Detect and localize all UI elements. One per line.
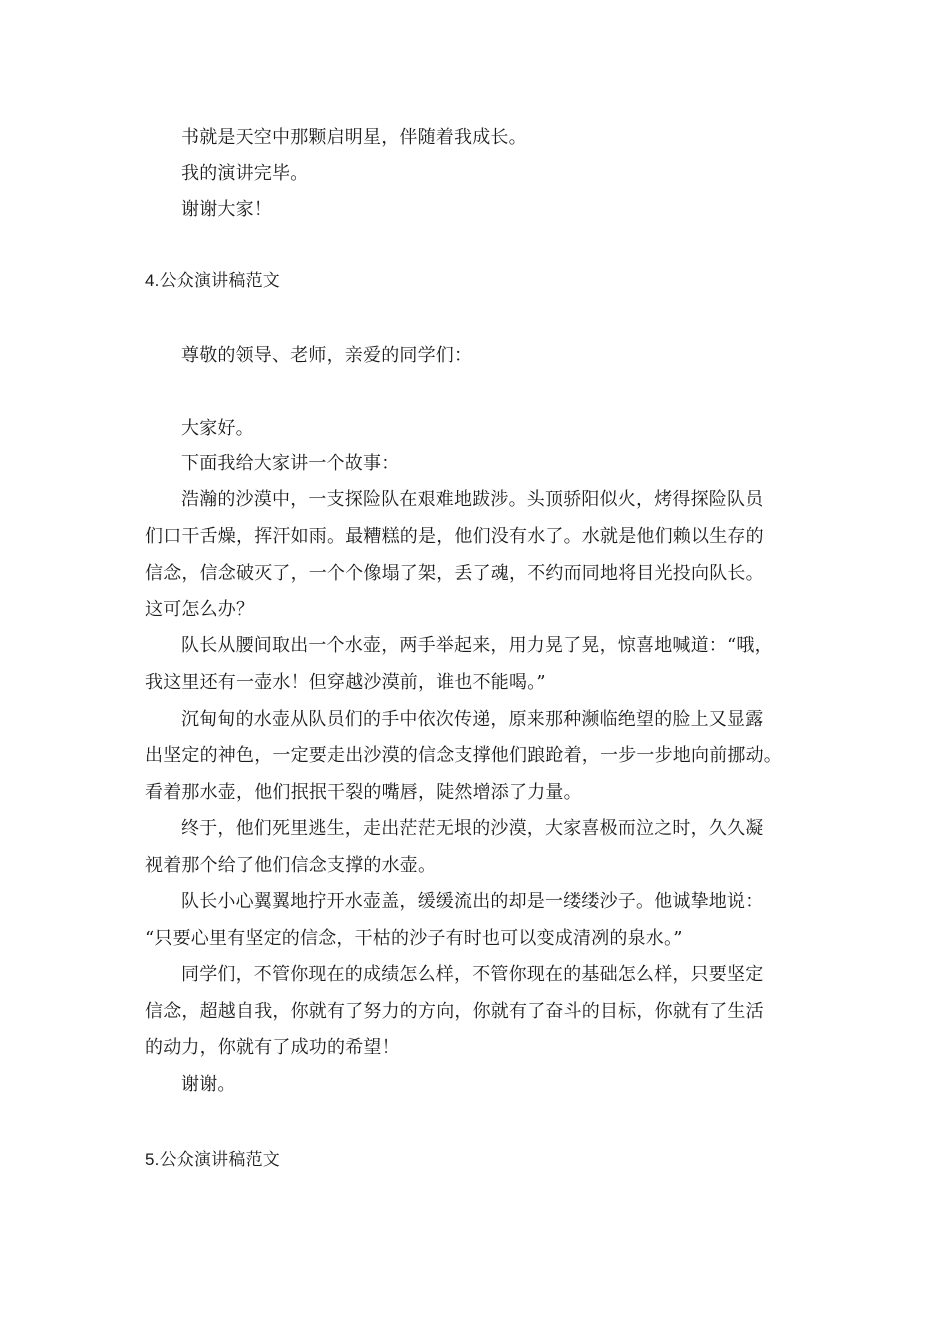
paragraph-line: 视着那个给了他们信念支撑的水壶。	[145, 855, 437, 876]
section-heading: 4.公众演讲稿范文	[145, 271, 280, 290]
paragraph-line: “只要心里有坚定的信念，干枯的沙子有时也可以变成清冽的泉水。”	[145, 928, 683, 949]
paragraph-line: 们口干舌燥，挥汗如雨。最糟糕的是，他们没有水了。水就是他们赖以生存的	[145, 526, 764, 547]
paragraph-line: 队长从腰间取出一个水壶，两手举起来，用力晃了晃，惊喜地喊道：“哦，	[181, 635, 773, 656]
paragraph-line: 信念，超越自我，你就有了努力的方向，你就有了奋斗的目标，你就有了生活	[145, 1001, 764, 1022]
paragraph-line: 的动力，你就有了成功的希望！	[145, 1037, 400, 1058]
paragraph-line: 看着那水壶，他们抿抿干裂的嘴唇，陡然增添了力量。	[145, 782, 582, 803]
section-heading: 5.公众演讲稿范文	[145, 1150, 280, 1169]
paragraph-line: 浩瀚的沙漠中，一支探险队在艰难地跋涉。头顶骄阳似火，烤得探险队员	[181, 489, 764, 510]
paragraph-line: 出坚定的神色，一定要走出沙漠的信念支撑他们踉跄着，一步一步地向前挪动。	[145, 745, 782, 766]
paragraph-line: 我的演讲完毕。	[181, 163, 309, 184]
paragraph-line: 谢谢大家！	[181, 199, 272, 220]
paragraph-line: 沉甸甸的水壶从队员们的手中依次传递，原来那种濒临绝望的脸上又显露	[181, 709, 764, 730]
greeting-line: 尊敬的领导、老师，亲爱的同学们：	[181, 345, 473, 366]
paragraph-line: 谢谢。	[181, 1074, 236, 1095]
paragraph-line: 队长小心翼翼地拧开水壶盖，缓缓流出的却是一缕缕沙子。他诚挚地说：	[181, 891, 764, 912]
paragraph-line: 书就是天空中那颗启明星，伴随着我成长。	[181, 127, 527, 148]
paragraph-line: 终于，他们死里逃生，走出茫茫无垠的沙漠，大家喜极而泣之时，久久凝	[181, 818, 764, 839]
paragraph-line: 我这里还有一壶水！但穿越沙漠前，谁也不能喝。”	[145, 672, 546, 693]
paragraph-line: 下面我给大家讲一个故事：	[181, 453, 400, 474]
paragraph-line: 信念，信念破灭了，一个个像塌了架，丢了魂，不约而同地将目光投向队长。	[145, 563, 764, 584]
paragraph-line: 这可怎么办？	[145, 599, 255, 620]
paragraph-line: 大家好。	[181, 418, 254, 439]
paragraph-line: 同学们，不管你现在的成绩怎么样，不管你现在的基础怎么样，只要坚定	[181, 964, 764, 985]
